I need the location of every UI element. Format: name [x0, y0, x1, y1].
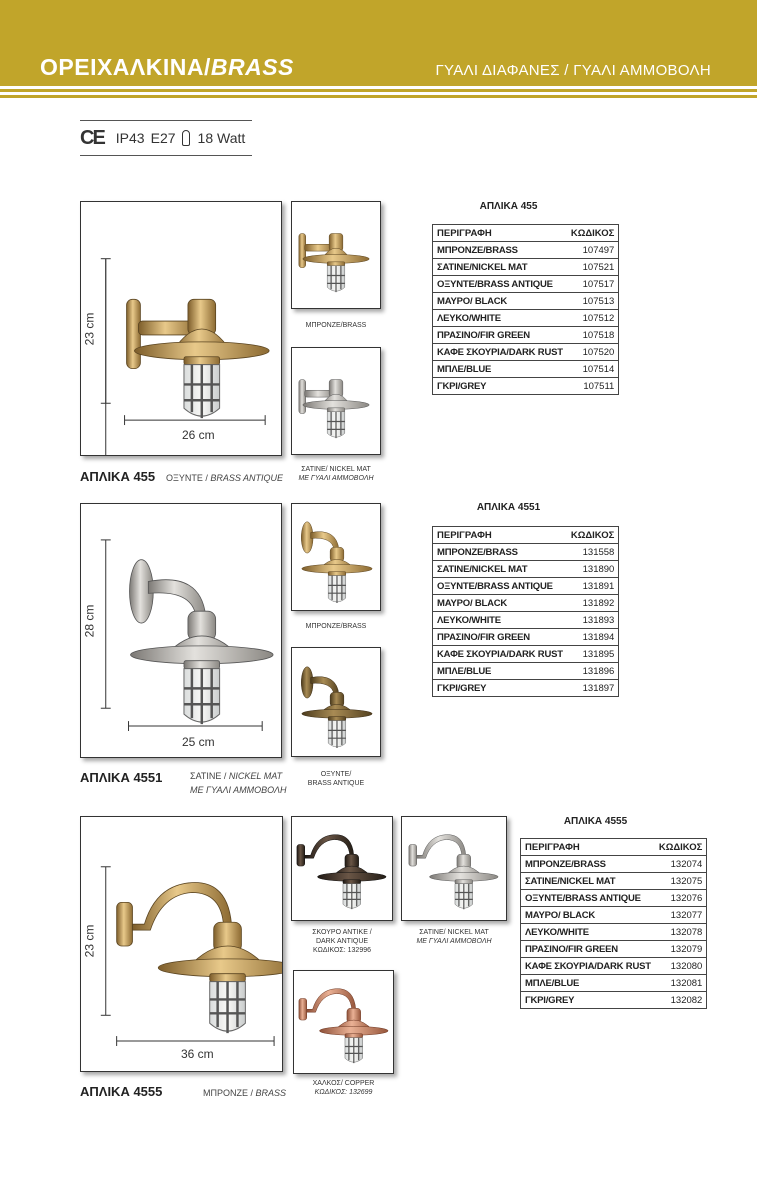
row-description: ΟΞΥΝΤΕ/BRASS ANTIQUE [433, 578, 567, 595]
col-description: ΠΕΡΙΓΡΑΦΗ [433, 225, 567, 242]
table-row [433, 361, 619, 378]
row-description: ΜΑΥΡΟ/ BLACK [521, 907, 655, 924]
row-description: ΠΡΑΣΙΝΟ/FIR GREEN [521, 941, 655, 958]
table-row [433, 293, 619, 310]
thumb-photo [291, 816, 393, 921]
table-row [433, 578, 619, 595]
caption-line: ΚΩΔΙΚΟΣ: 132996 [313, 947, 371, 954]
table-row [433, 242, 619, 259]
model-name: ΑΠΛΙΚΑ 455 [80, 469, 156, 484]
row-code: 132082 [655, 992, 707, 1009]
width-dimension: 25 cm [182, 735, 215, 749]
caption-line: ΚΩΔΙΚΟΣ: 132699 [314, 1089, 373, 1096]
row-code: 107517 [567, 276, 619, 293]
table-row [433, 595, 619, 612]
col-code: ΚΩΔΙΚΟΣ [567, 225, 619, 242]
lamp-thumb [301, 667, 372, 748]
product-main-photo [80, 201, 282, 456]
row-code: 131890 [567, 561, 619, 578]
table-row [433, 612, 619, 629]
thumb-caption: ΜΠΡΟΝΖΕ/BRASS [305, 322, 367, 329]
code-table [432, 526, 619, 697]
table-row [433, 310, 619, 327]
table-row [521, 907, 707, 924]
row-code: 132081 [655, 975, 707, 992]
row-description: ΛΕΥΚΟ/WHITE [521, 924, 655, 941]
product-main-photo [80, 816, 283, 1072]
table-row [521, 992, 707, 1009]
table-row [433, 663, 619, 680]
lamp-4555-illustration [117, 883, 282, 1034]
row-code: 107511 [567, 378, 619, 395]
width-dimension: 26 cm [182, 428, 215, 442]
thumb-photo [293, 970, 394, 1074]
thumb-photo [291, 503, 381, 611]
table-row [433, 680, 619, 697]
row-code: 131558 [567, 544, 619, 561]
title-greek: ΟΡΕΙΧΑΛΚΙΝΑ/ [40, 54, 211, 80]
model-finish [203, 1087, 286, 1099]
col-description: ΠΕΡΙΓΡΑΦΗ [433, 527, 567, 544]
model-finish [166, 472, 283, 484]
row-code: 131891 [567, 578, 619, 595]
row-code: 132078 [655, 924, 707, 941]
thumb-caption [293, 1079, 394, 1097]
model-name: ΑΠΛΙΚΑ 4551 [80, 770, 163, 785]
row-description: ΚΑΦΕ ΣΚΟΥΡΙΑ/DARK RUST [433, 344, 567, 361]
row-description: ΜΑΥΡΟ/ BLACK [433, 293, 567, 310]
thumb-caption [401, 928, 507, 946]
header-divider [0, 95, 757, 98]
row-code: 132080 [655, 958, 707, 975]
row-code: 107520 [567, 344, 619, 361]
table-row [521, 873, 707, 890]
thumb-caption: ΜΠΡΟΝΖΕ/BRASS [305, 623, 367, 630]
code-table [432, 224, 619, 395]
row-code: 132077 [655, 907, 707, 924]
lamp-thumb [299, 233, 369, 292]
row-description: ΠΡΑΣΙΝΟ/FIR GREEN [433, 629, 567, 646]
row-code: 131894 [567, 629, 619, 646]
row-description: ΜΑΥΡΟ/ BLACK [433, 595, 567, 612]
row-description: ΚΑΦΕ ΣΚΟΥΡΙΑ/DARK RUST [521, 958, 655, 975]
row-code: 131895 [567, 646, 619, 663]
ce-mark: CE [80, 126, 104, 149]
lamp-thumb [409, 835, 498, 910]
product-main-photo [80, 503, 282, 758]
finish-english: BRASS [255, 1088, 287, 1098]
row-code: 131897 [567, 680, 619, 697]
col-code: ΚΩΔΙΚΟΣ [567, 527, 619, 544]
table-row [433, 629, 619, 646]
height-dimension: 28 cm [82, 604, 97, 638]
title-english: BRASS [210, 54, 294, 80]
row-code: 132075 [655, 873, 707, 890]
model-name: ΑΠΛΙΚΑ 4555 [80, 1084, 163, 1099]
width-dimension: 36 cm [181, 1047, 214, 1061]
spec-bar [80, 120, 252, 156]
row-code: 132074 [655, 856, 707, 873]
table-row [433, 276, 619, 293]
thumb-caption [291, 770, 381, 788]
table-row [521, 856, 707, 873]
table-header-row [433, 225, 619, 242]
finish-line2: ΜΕ ΓΥΑΛΙ ΑΜΜΟΒΟΛΗ [190, 785, 287, 795]
code-table [520, 838, 707, 1009]
row-code: 131892 [567, 595, 619, 612]
thumb-photo [401, 816, 507, 921]
table-row [433, 646, 619, 663]
row-description: ΓΚΡΙ/GREY [433, 680, 567, 697]
row-description: ΣΑΤΙΝΕ/NICKEL MAT [521, 873, 655, 890]
row-description: ΜΠΛΕ/BLUE [433, 663, 567, 680]
lamp-4551-illustration [130, 560, 274, 724]
row-description: ΜΠΛΕ/BLUE [433, 361, 567, 378]
row-description: ΜΠΡΟΝΖΕ/BRASS [433, 544, 567, 561]
thumb-caption [286, 465, 386, 483]
caption-line: ΜΕ ΓΥΑΛΙ ΑΜΜΟΒΟΛΗ [298, 475, 374, 482]
finish-greek: ΜΠΡΟΝΖΕ / [203, 1088, 256, 1098]
model-finish [190, 770, 287, 796]
table-header-row [521, 839, 707, 856]
table-header-row [433, 527, 619, 544]
caption-line: DARK ANTIQUE [315, 938, 369, 945]
row-description: ΟΞΥΝΤΕ/BRASS ANTIQUE [433, 276, 567, 293]
row-description: ΛΕΥΚΟ/WHITE [433, 612, 567, 629]
row-code: 131893 [567, 612, 619, 629]
page-subtitle: ΓΥΑΛΙ ΔΙΑΦΑΝΕΣ / ΓΥΑΛΙ ΑΜΜΟΒΟΛΗ [435, 62, 711, 79]
table-row [433, 378, 619, 395]
table-row [521, 924, 707, 941]
row-code: 107513 [567, 293, 619, 310]
finish-english: BRASS ANTIQUE [210, 473, 284, 483]
table-row [433, 259, 619, 276]
table-row [433, 344, 619, 361]
bulb-icon [182, 130, 190, 146]
wattage: 18 Watt [197, 130, 246, 146]
thumb-photo [291, 647, 381, 757]
row-code: 132079 [655, 941, 707, 958]
lamp-thumb [297, 835, 386, 910]
lamp-thumb [299, 989, 388, 1064]
caption-line: ΜΕ ΓΥΑΛΙ ΑΜΜΟΒΟΛΗ [416, 938, 492, 945]
table-row [433, 544, 619, 561]
row-description: ΣΑΤΙΝΕ/NICKEL MAT [433, 561, 567, 578]
row-code: 132076 [655, 890, 707, 907]
table-row [433, 327, 619, 344]
height-dimension: 23 cm [82, 924, 97, 958]
row-description: ΟΞΥΝΤΕ/BRASS ANTIQUE [521, 890, 655, 907]
caption-line: ΣΑΤΙΝΕ/ NICKEL MAT [301, 466, 371, 473]
row-description: ΛΕΥΚΟ/WHITE [433, 310, 567, 327]
caption-line: ΟΞΥΝΤΕ/ [320, 771, 352, 778]
socket-type: E27 [150, 130, 176, 146]
header-divider [0, 89, 757, 92]
row-description: ΓΚΡΙ/GREY [433, 378, 567, 395]
table-row [521, 975, 707, 992]
finish-greek: ΟΞΥΝΤΕ / [166, 473, 211, 483]
table-title: ΑΠΛΙΚΑ 455 [479, 201, 538, 212]
lamp-thumb [301, 522, 372, 603]
caption-line: ΧΑΛΚΟΣ/ COPPER [312, 1080, 375, 1087]
row-description: ΜΠΡΟΝΖΕ/BRASS [433, 242, 567, 259]
row-code: 107521 [567, 259, 619, 276]
caption-line: ΣΚΟΥΡΟ ΑΝΤΙΚΕ / [312, 929, 372, 936]
table-row [433, 561, 619, 578]
table-row [521, 958, 707, 975]
ip-rating: IP43 [115, 130, 145, 146]
table-row [521, 941, 707, 958]
row-description: ΠΡΑΣΙΝΟ/FIR GREEN [433, 327, 567, 344]
finish-english: NICKEL MAT [228, 771, 283, 781]
table-title: ΑΠΛΙΚΑ 4555 [563, 816, 628, 827]
table-title: ΑΠΛΙΚΑ 4551 [476, 502, 541, 513]
thumb-caption [291, 928, 393, 955]
col-code: ΚΩΔΙΚΟΣ [655, 839, 707, 856]
row-description: ΣΑΤΙΝΕ/NICKEL MAT [433, 259, 567, 276]
row-code: 107514 [567, 361, 619, 378]
row-code: 131896 [567, 663, 619, 680]
row-description: ΓΚΡΙ/GREY [521, 992, 655, 1009]
page-title [40, 54, 294, 81]
row-code: 107497 [567, 242, 619, 259]
row-code: 107512 [567, 310, 619, 327]
lamp-455-illustration [127, 299, 270, 418]
caption-line: BRASS ANTIQUE [307, 780, 365, 787]
finish-greek: ΣΑΤΙΝΕ / [190, 771, 229, 781]
height-dimension: 23 cm [82, 312, 97, 346]
lamp-thumb [299, 379, 369, 438]
row-description: ΜΠΛΕ/BLUE [521, 975, 655, 992]
thumb-photo [291, 347, 381, 455]
row-description: ΜΠΡΟΝΖΕ/BRASS [521, 856, 655, 873]
thumb-photo [291, 201, 381, 309]
row-code: 107518 [567, 327, 619, 344]
col-description: ΠΕΡΙΓΡΑΦΗ [521, 839, 655, 856]
table-row [521, 890, 707, 907]
row-description: ΚΑΦΕ ΣΚΟΥΡΙΑ/DARK RUST [433, 646, 567, 663]
caption-line: ΣΑΤΙΝΕ/ NICKEL MAT [419, 929, 489, 936]
